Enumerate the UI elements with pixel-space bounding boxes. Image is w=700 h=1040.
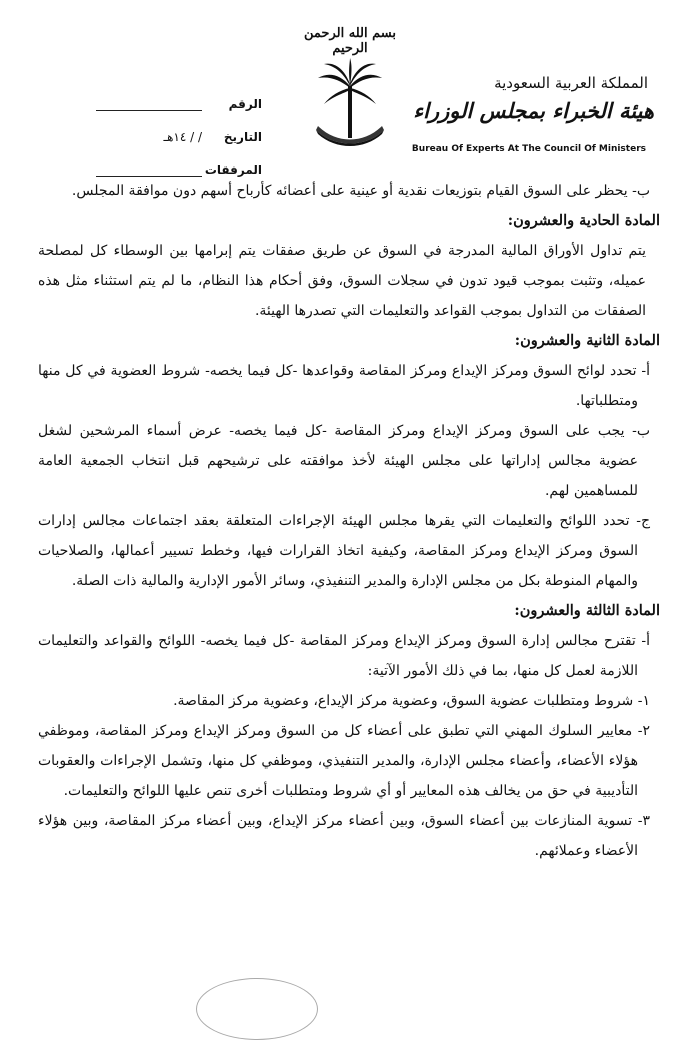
- attachments-line: [96, 162, 202, 177]
- bureau-name-arabic: هيئة الخبراء بمجلس الوزراء: [413, 98, 654, 123]
- letter-metadata: [92, 78, 262, 177]
- date-value: / / ١٤هـ: [163, 130, 202, 144]
- reference-label: الرقم: [228, 97, 262, 111]
- list-item-23-a-3: ٣- تسوية المنازعات بين أعضاء السوق، وبين أعضاء مركز الإيداع، وبين أعضاء مركز المقاصة، وبين هؤلاء الأعضاء وعملائهم.: [38, 813, 650, 859]
- heading-article-21: المادة الحادية والعشرون:: [507, 212, 660, 229]
- reference-line: [96, 96, 202, 111]
- attachments-label: المرفقات: [204, 163, 262, 177]
- paragraph-article-22-b: ب- يجب على السوق ومركز الإيداع ومركز المقاصة -كل فيما يخصه- عرض أسماء المرشحين لشغل عضوية مجالس إداراتها على مجلس الهيئة لأخذ موافقته على ترشيحهم قبل انتخاب الجمعية العامة للمساهمين لهم.: [38, 423, 650, 499]
- date-row: [92, 111, 262, 144]
- paragraph-b-previous: ب- يحظر على السوق القيام بتوزيعات نقدية أو عينية على أعضائه كأرباح أسهم دون موافقة المجلس.: [71, 183, 650, 199]
- paragraph-article-22-c: ج- تحدد اللوائح والتعليمات التي يقرها مجلس الهيئة الإجراءات المتعلقة بعقد اجتماعات مجالس إدارات السوق ومركز الإيداع ومركز المقاصة، وكيفية اتخاذ القرارات فيها، وخطط تسيير أعمالها، والصلاحيات والمهام المنوطة بكل من مجلس الإدارة والمدير التنفيذي، وسائر الأمور الإدارية والمالية ذات الصلة.: [38, 513, 650, 589]
- document-body: [38, 176, 660, 866]
- paragraph-article-22-a: أ- تحدد لوائح السوق ومركز الإيداع ومركز المقاصة وقواعدها -كل فيما يخصه- شروط العضوية في كل منها ومتطلباتها.: [38, 363, 650, 409]
- stamp-seal: [196, 978, 318, 1040]
- palm-swords-emblem-icon: [310, 56, 390, 156]
- attachments-row: [92, 144, 262, 177]
- paragraph-article-21: يتم تداول الأوراق المالية المدرجة في السوق عن طريق صفقات يتم إبرامها بين الوسطاء كل لمصلحة عميله، وتثبت بموجب قيود تدون في سجلات السوق، وفق أحكام هذا النظام، ما لم يتم استثناء مثل هذه الصفقات من التداول بموجب القواعد والتعليمات التي تصدرها الهيئة.: [38, 243, 646, 319]
- kingdom-title: المملكة العربية السعودية: [494, 74, 648, 92]
- paragraph-article-23-a: أ- تقترح مجالس إدارة السوق ومركز الإيداع ومركز المقاصة -كل فيما يخصه- اللوائح والقواعد والتعليمات اللازمة لعمل كل منها، بما في ذلك الأمور الآتية:: [38, 633, 650, 679]
- basmala: بسم الله الرحمن الرحيم: [304, 26, 396, 56]
- reference-row: [92, 78, 262, 111]
- date-label: التاريخ: [223, 130, 262, 144]
- heading-article-22: المادة الثانية والعشرون:: [514, 332, 660, 349]
- list-item-23-a-1: ١- شروط ومتطلبات عضوية السوق، وعضوية مركز الإيداع، وعضوية مركز المقاصة.: [173, 693, 650, 709]
- heading-article-23: المادة الثالثة والعشرون:: [514, 602, 660, 619]
- bureau-name-english: Bureau Of Experts At The Council Of Ministers: [411, 144, 646, 154]
- list-item-23-a-2: ٢- معايير السلوك المهني التي تطبق على أعضاء كل من السوق ومركز الإيداع ومركز المقاصة، وموظفي هؤلاء الأعضاء، وأعضاء مجلس الإدارة، والمدير التنفيذي، وموظفي كل منها، وتشمل الإجراءات والعقوبات التأديبية في حق من يخالف هذه المعايير أو أي شروط ومتطلبات أخرى تنص عليها اللوائح والتعليمات.: [38, 723, 650, 799]
